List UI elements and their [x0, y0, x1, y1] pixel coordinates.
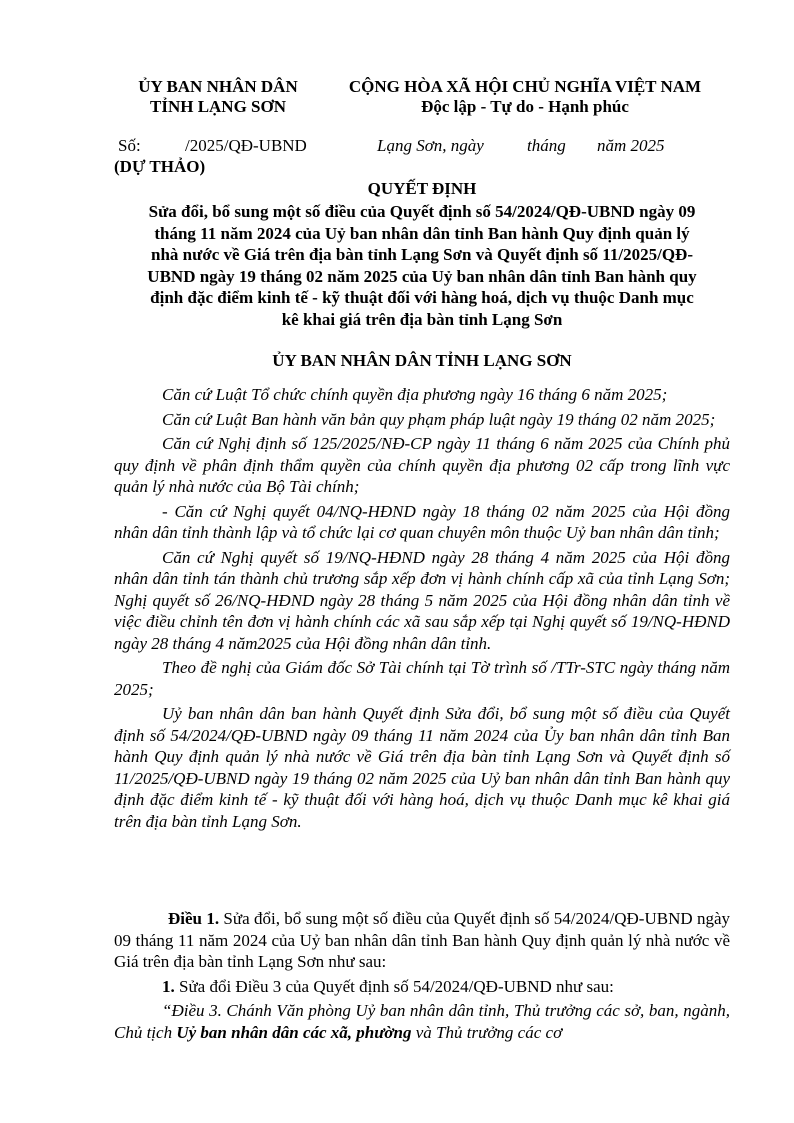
number-value: /2025/QĐ-UBND: [185, 136, 307, 155]
place-date-prefix: Lạng Sơn, ngày: [377, 136, 484, 155]
legal-basis-3: Căn cứ Nghị định số 125/2025/NĐ-CP ngày 11 tháng 6 năm 2025 của Chính phủ quy định về phân định thẩm quyền của chính quyền địa phương 02 cấp trong lĩnh vực quản lý nhà nước của Bộ Tài chính;: [114, 434, 730, 496]
article-1-text: Sửa đổi, bổ sung một số điều của Quyết định số 54/2024/QĐ-UBND ngày 09 tháng 11 năm 2024 của Uỷ ban nhân dân tỉnh Ban hành Quy định quản lý nhà nước về Giá trên địa bàn tỉnh Lạng Sơn như sau:: [114, 909, 731, 971]
decision-subtitle: [114, 201, 730, 331]
subtitle-line: tháng 11 năm 2024 của Uỷ ban nhân dân tỉnh Ban hành Quy định quản lý: [154, 223, 690, 243]
legal-basis-1: Căn cứ Luật Tổ chức chính quyền địa phương ngày 16 tháng 6 năm 2025;: [162, 385, 668, 404]
legal-basis-4: - Căn cứ Nghị quyết 04/NQ-HĐND ngày 18 tháng 02 năm 2025 của Hội đồng nhân dân tỉnh thành lập và tổ chức lại cơ quan chuyên môn thuộc Uỷ ban nhân dân tỉnh;: [114, 501, 730, 542]
document-number: [118, 136, 141, 156]
subtitle-line: Sửa đổi, bổ sung một số điều của Quyết định số 54/2024/QĐ-UBND ngày 09: [148, 202, 696, 221]
draft-label: (DỰ THẢO): [114, 157, 206, 176]
issuance-statement: Uỷ ban nhân dân ban hành Quyết định Sửa đổi, bổ sung một số điều của Quyết định số 54/2024/QĐ-UBND ngày 09 tháng 11 năm 2024 của Ủy ban nhân dân tỉnh Ban hành Quy định quản lý nhà nước về Giá trên địa bàn tỉnh Lạng Sơn và Quyết định số 11/2025/QĐ-UBND ngày 19 tháng 02 năm 2025 của Uỷ ban nhân dân tỉnh Ban hành quy định đặc điểm kinh tế - kỹ thuật đối với hàng hoá, dịch vụ thuộc Danh mục kê khai giá trên địa bàn tỉnh Lạng Sơn.: [114, 704, 730, 831]
issuing-authority: ỦY BAN NHÂN DÂN TỈNH LẠNG SƠN: [272, 351, 572, 370]
item-1-label: 1.: [162, 976, 175, 996]
subtitle-line: kê khai giá trên địa bàn tỉnh Lạng Sơn: [281, 309, 563, 329]
article-1-label: Điều 1.: [168, 909, 220, 928]
quote-bold: Uỷ ban nhân dân các xã, phường: [176, 1022, 412, 1042]
preamble: [114, 384, 730, 835]
issuer-block: [118, 77, 318, 117]
subtitle-line: định đặc điểm kinh tế - kỹ thuật đối với hàng hoá, dịch vụ thuộc Danh mục: [150, 288, 694, 308]
national-name: CỘNG HÒA XÃ HỘI CHỦ NGHĨA VIỆT NAM: [348, 77, 702, 96]
item-1-text: Sửa đổi Điều 3 của Quyết định số 54/2024/QĐ-UBND như sau:: [174, 976, 614, 996]
subtitle-line: UBND ngày 19 tháng 02 năm 2025 của Uỷ ban nhân dân tỉnh Ban hành quy: [147, 266, 697, 286]
article-3-quote: [114, 1000, 730, 1043]
quote-part-2: và Thủ trưởng các cơ: [411, 1022, 563, 1042]
national-motto-block: [330, 77, 720, 117]
subtitle-line: nhà nước về Giá trên địa bàn tỉnh Lạng Sơn và Quyết định số 11/2025/QĐ-: [151, 245, 693, 265]
place-date-month: tháng: [527, 136, 566, 155]
proposal-basis: Theo đề nghị của Giám đốc Sở Tài chính tại Tờ trình số /TTr-STC ngày tháng năm 2025;: [114, 658, 730, 699]
article-1: [114, 908, 730, 1043]
issuer-line-2: TỈNH LẠNG SƠN: [149, 97, 287, 116]
legal-basis-2: Căn cứ Luật Ban hành văn bản quy phạm pháp luật ngày 19 tháng 02 năm 2025;: [162, 409, 716, 429]
number-label: Số:: [118, 136, 141, 155]
quote-part-1: “Điều 3. Chánh Văn phòng Uỷ ban nhân dân tỉnh, Thủ trưởng các sở, ban, ngành, Chủ tịch: [114, 1001, 730, 1042]
place-date-year: năm 2025: [597, 136, 665, 155]
motto: Độc lập - Tự do - Hạnh phúc: [421, 97, 629, 116]
article-1-paragraph: [114, 908, 730, 973]
issuer-line-1: ỦY BAN NHÂN DÂN: [138, 77, 298, 96]
article-1-item-1: [114, 976, 730, 998]
legal-basis-5: Căn cứ Nghị quyết số 19/NQ-HĐND ngày 28 tháng 4 năm 2025 của Hội đồng nhân dân tỉnh tán thành chủ trương sắp xếp đơn vị hành chính cấp xã của tỉnh Lạng Sơn; Nghị quyết số 26/NQ-HĐND ngày 28 tháng 5 năm 2025 của Hội đồng nhân dân tỉnh về việc điều chỉnh tên đơn vị hành chính các xã sau sắp xếp tại Nghị quyết số 19/NQ-HĐND ngày 28 tháng 4 năm2025 của Hội đồng nhân dân tỉnh.: [114, 547, 730, 653]
decision-title: QUYẾT ĐỊNH: [367, 179, 477, 198]
